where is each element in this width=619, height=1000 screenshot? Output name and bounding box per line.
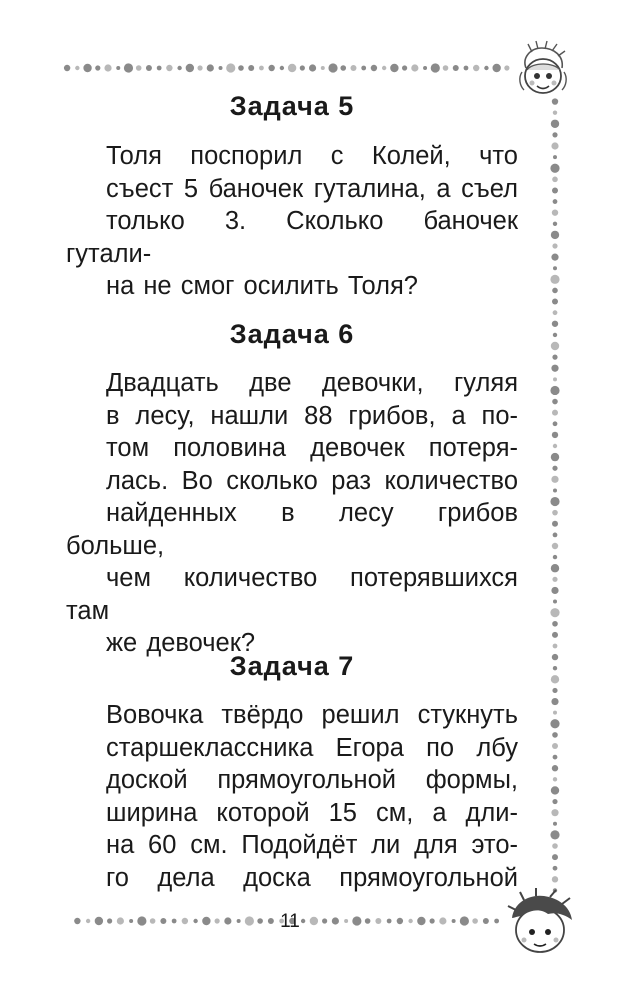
- border-dot: [484, 66, 488, 70]
- border-dot: [268, 65, 274, 71]
- task-7-text: [66, 699, 518, 894]
- border-dot: [202, 917, 210, 925]
- task-6-text: [66, 367, 518, 660]
- task-7-title: Задача 7: [229, 651, 355, 681]
- border-dot: [160, 918, 166, 924]
- border-dot: [553, 822, 557, 826]
- border-dot: [464, 66, 469, 71]
- border-dot: [245, 916, 254, 925]
- border-dot: [117, 917, 124, 924]
- border-dot: [553, 488, 557, 492]
- text-line: Толя поспорил с Колей, что: [106, 142, 518, 170]
- border-dot: [552, 621, 558, 627]
- text-line: лась. Во сколько раз количество: [106, 466, 518, 495]
- border-dot: [551, 365, 558, 372]
- task-5-title: Задача 5: [229, 91, 355, 121]
- border-dot: [551, 254, 558, 261]
- text-line: чем количество потерявшихся там: [66, 564, 518, 625]
- border-dot: [172, 919, 177, 924]
- border-dot: [124, 63, 133, 72]
- border-dot: [552, 732, 558, 738]
- text-line: Вовочка твёрдо решил стукнуть: [106, 701, 518, 729]
- border-dot: [402, 65, 407, 70]
- border-dot: [550, 830, 559, 839]
- border-dot: [248, 65, 254, 71]
- border-dot: [322, 918, 327, 923]
- text-line: старшеклассника Егора по лбу: [106, 733, 518, 762]
- text-line: го дела доска прямоугольной: [106, 863, 518, 892]
- border-dot: [288, 64, 296, 72]
- border-dot: [551, 231, 559, 239]
- border-dot: [504, 65, 509, 70]
- border-dot: [551, 809, 558, 816]
- border-dot: [553, 777, 557, 781]
- task-5-text: [66, 140, 518, 303]
- border-dot: [344, 919, 348, 923]
- text-line: доской прямоугольной формы,: [106, 766, 518, 794]
- border-dot: [552, 187, 558, 193]
- border-dot: [552, 299, 558, 305]
- text-line: на не смог осилить Толя?: [106, 272, 418, 300]
- border-dot: [238, 65, 244, 71]
- border-dot: [553, 222, 557, 226]
- border-dot: [553, 866, 558, 871]
- border-dot: [137, 916, 146, 925]
- border-dot: [150, 918, 156, 924]
- border-dot: [309, 64, 316, 71]
- border-dot: [552, 843, 558, 849]
- border-dot: [219, 66, 223, 70]
- text-line: в лесу, нашли 88 грибов, а по-: [106, 401, 518, 430]
- border-dot: [492, 64, 500, 72]
- page-number: 11: [280, 911, 300, 932]
- border-dot: [552, 243, 557, 248]
- border-dot: [552, 321, 558, 327]
- border-dot: [550, 497, 559, 506]
- border-dot: [552, 209, 558, 215]
- border-dot: [257, 918, 263, 924]
- border-dot: [552, 288, 558, 294]
- border-dot: [107, 918, 112, 923]
- border-dot: [552, 355, 557, 360]
- text-line: ширина которой 15 см, а дли-: [106, 798, 518, 827]
- text-line: только 3. Сколько баночек гутали-: [66, 207, 518, 268]
- border-dot: [551, 564, 559, 572]
- border-dot: [136, 65, 142, 71]
- border-dot: [553, 600, 557, 604]
- border-dot: [552, 543, 558, 549]
- border-dot: [116, 66, 120, 70]
- border-dot: [494, 919, 499, 924]
- border-dot: [387, 919, 392, 924]
- boy-face-icon: [500, 888, 582, 960]
- border-dot: [186, 64, 194, 72]
- border-dot: [259, 66, 264, 71]
- border-dot: [552, 577, 557, 582]
- border-dot: [86, 919, 90, 923]
- border-dot: [553, 110, 557, 114]
- border-dot: [74, 918, 80, 924]
- border-dot: [280, 66, 284, 70]
- border-dot: [552, 466, 557, 471]
- text-line: Двадцать две девочки, гуляя: [106, 369, 518, 397]
- border-dot: [321, 66, 325, 70]
- text-line: найденных в лесу грибов больше,: [66, 499, 518, 560]
- border-dot: [439, 917, 446, 924]
- border-dot: [552, 177, 558, 183]
- border-dot: [197, 65, 202, 70]
- border-dot: [423, 66, 427, 70]
- border-dot: [146, 65, 152, 71]
- border-dot: [443, 65, 449, 71]
- border-dot: [553, 310, 558, 315]
- border-dot: [553, 666, 557, 670]
- border-dot: [166, 65, 172, 71]
- top-dotted-border: [62, 62, 512, 74]
- border-dot: [550, 275, 559, 284]
- border-dot: [552, 854, 558, 860]
- border-dot: [224, 917, 231, 924]
- border-dot: [553, 532, 558, 537]
- border-dot: [226, 63, 235, 72]
- border-dot: [553, 333, 557, 337]
- text-line: же девочек?: [106, 629, 256, 657]
- text-line: съест 5 баночек гуталина, а съел: [106, 174, 518, 203]
- border-dot: [551, 476, 558, 483]
- border-dot: [551, 120, 559, 128]
- border-dot: [430, 918, 435, 923]
- border-dot: [551, 142, 558, 149]
- border-dot: [411, 64, 418, 71]
- border-dot: [550, 386, 559, 395]
- border-dot: [552, 743, 558, 749]
- border-dot: [352, 916, 361, 925]
- border-dot: [553, 421, 558, 426]
- border-dot: [452, 919, 456, 923]
- border-dot: [64, 65, 70, 71]
- border-dot: [453, 65, 459, 71]
- border-dot: [552, 876, 558, 882]
- border-dot: [551, 587, 558, 594]
- border-dot: [397, 918, 403, 924]
- border-dot: [371, 65, 377, 71]
- border-dot: [207, 64, 214, 71]
- border-dot: [361, 66, 366, 71]
- border-dot: [382, 66, 386, 70]
- border-dot: [553, 711, 557, 715]
- border-dot: [552, 654, 558, 660]
- border-dot: [483, 918, 489, 924]
- border-dot: [350, 65, 356, 71]
- border-dot: [550, 719, 559, 728]
- border-dot: [300, 65, 305, 70]
- border-dot: [552, 799, 557, 804]
- border-dot: [390, 64, 398, 72]
- border-dot: [550, 608, 559, 617]
- border-dot: [552, 688, 557, 693]
- border-dot: [157, 66, 162, 71]
- border-dot: [552, 521, 558, 527]
- border-dot: [177, 66, 181, 70]
- border-dot: [552, 632, 558, 638]
- border-dot: [365, 918, 371, 924]
- border-dot: [328, 63, 337, 72]
- border-dot: [95, 917, 103, 925]
- border-dot: [553, 555, 557, 559]
- border-dot: [340, 65, 346, 71]
- border-dot: [551, 698, 558, 705]
- task-6-title: Задача 6: [229, 319, 355, 349]
- border-dot: [332, 917, 339, 924]
- border-dot: [75, 66, 79, 70]
- border-dot: [83, 64, 91, 72]
- border-dot: [417, 917, 425, 925]
- border-dot: [551, 342, 559, 350]
- border-dot: [552, 765, 558, 771]
- border-dot: [550, 164, 559, 173]
- border-dot: [375, 918, 381, 924]
- border-dot: [129, 919, 133, 923]
- border-dot: [95, 65, 100, 70]
- border-dot: [431, 63, 440, 72]
- border-dot: [553, 199, 558, 204]
- border-dot: [552, 132, 557, 137]
- border-dot: [310, 917, 318, 925]
- border-dot: [551, 786, 559, 794]
- border-dot: [552, 399, 558, 405]
- border-dot: [551, 675, 559, 683]
- border-dot: [553, 266, 557, 270]
- border-dot: [552, 510, 558, 516]
- text-line: на 60 см. Подойдёт ли для это-: [106, 831, 518, 859]
- border-dot: [237, 919, 241, 923]
- border-dot: [553, 444, 557, 448]
- border-dot: [460, 916, 469, 925]
- border-dot: [551, 453, 559, 461]
- text-line: том половина девочек потеря-: [106, 434, 518, 462]
- border-dot: [552, 410, 558, 416]
- border-dot: [553, 155, 557, 159]
- border-dot: [215, 918, 220, 923]
- border-dot: [104, 64, 111, 71]
- border-dot: [553, 377, 557, 381]
- border-dot: [472, 918, 478, 924]
- border-dot: [182, 918, 188, 924]
- girl-face-icon: [512, 40, 574, 102]
- border-dot: [553, 755, 558, 760]
- border-dot: [473, 65, 479, 71]
- border-dot: [552, 432, 558, 438]
- border-dot: [193, 919, 197, 923]
- border-dot: [408, 919, 412, 923]
- right-dotted-border: [548, 96, 562, 896]
- border-dot: [553, 644, 558, 649]
